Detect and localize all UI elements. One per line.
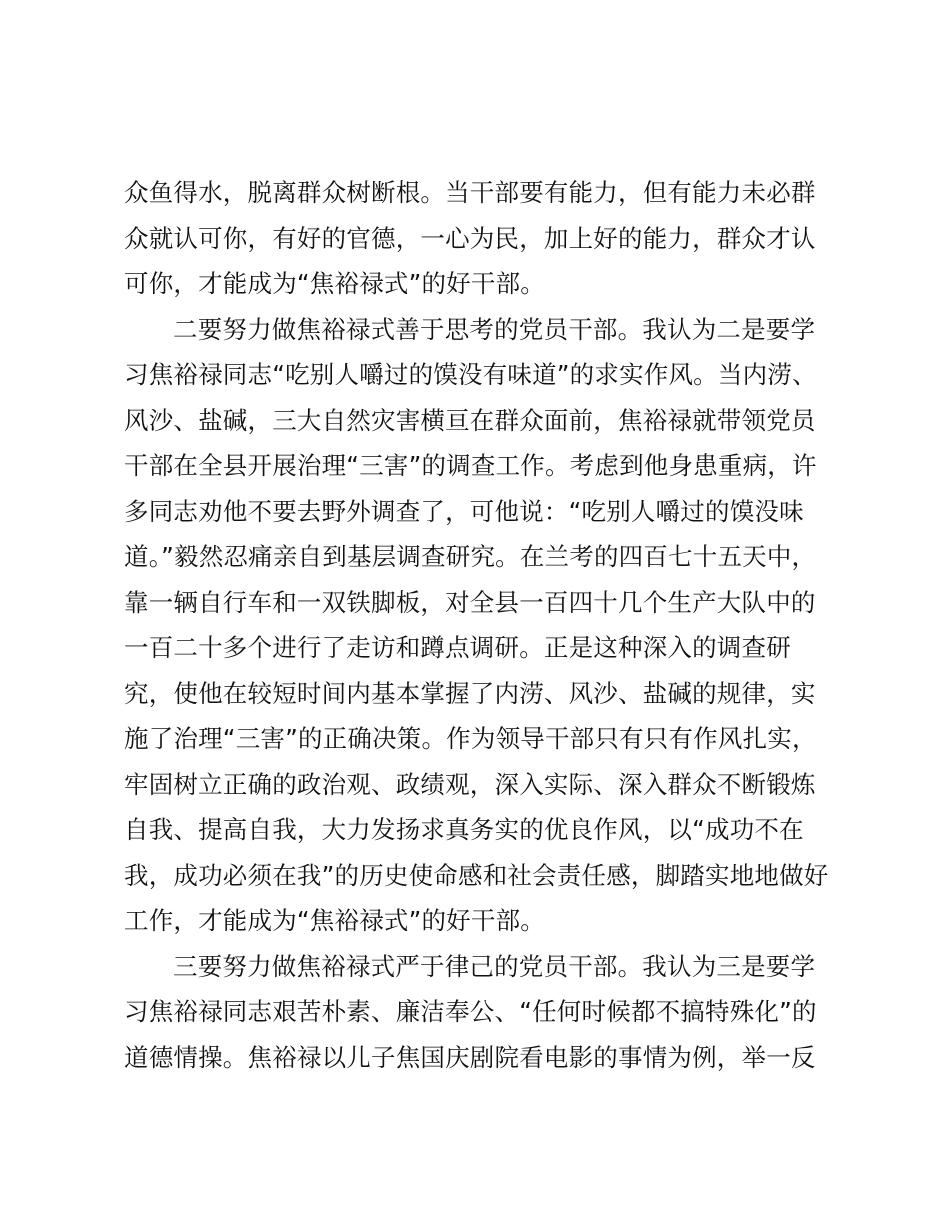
text-line: 道德情操。焦裕禄以儿子焦国庆剧院看电影的事情为例，举一反 [124,1042,816,1072]
text-line: 自我、提高自我，大力发扬求真务实的优良作风，以“成功不在 [124,815,804,844]
text-line: 习焦裕禄同志“吃别人嚼过的馍没有味道”的求实作风。当内涝、 [124,360,817,389]
paragraph-1 [124,170,844,307]
text-line: 可你，才能成为“焦裕禄式”的好干部。 [124,269,545,298]
text-line: 究，使他在较短时间内基本掌握了内涝、风沙、盐碱的规律，实 [124,678,816,708]
text-line: 二要努力做焦裕禄式善于思考的党员干部。我认为二是要学 [173,314,816,344]
text-line: 施了治理“三害”的正确决策。作为领导干部只有只有作风扎实， [124,724,817,753]
text-line: 三要努力做焦裕禄式严于律己的党员干部。我认为三是要学 [173,951,816,981]
text-line: 我，成功必须在我”的历史使命感和社会责任感，脚踏实地地做好 [124,860,829,890]
text-line: 道。”毅然忍痛亲自到基层调查研究。在兰考的四百七十五天中， [124,542,817,571]
text-line: 干部在全县开展治理“三害”的调查工作。考虑到他身患重病，许 [124,451,817,480]
document-body [124,170,844,1080]
text-line: 习焦裕禄同志艰苦朴素、廉洁奉公、“任何时候都不搞特殊化”的 [124,997,817,1026]
text-line: 一百二十多个进行了走访和蹲点调研。正是这种深入的调查研 [124,633,791,662]
text-line: 牢固树立正确的政治观、政绩观，深入实际、深入群众不断锻炼 [124,769,816,799]
text-line: 众就认可你，有好的官德，一心为民，加上好的能力，群众才认 [124,223,816,253]
text-line: 多同志劝他不要去野外调查了，可他说：“吃别人嚼过的馍没味 [124,496,804,526]
text-line: 工作，才能成为“焦裕禄式”的好干部。 [124,906,545,935]
paragraph-3 [124,944,844,1081]
text-line: 风沙、盐碱，三大自然灾害横亘在群众面前，焦裕禄就带领党员 [124,405,816,435]
paragraph-2 [124,307,844,944]
text-line: 靠一辆自行车和一双铁脚板，对全县一百四十几个生产大队中的 [124,587,816,617]
text-line: 众鱼得水，脱离群众树断根。当干部要有能力，但有能力未必群 [124,178,816,207]
